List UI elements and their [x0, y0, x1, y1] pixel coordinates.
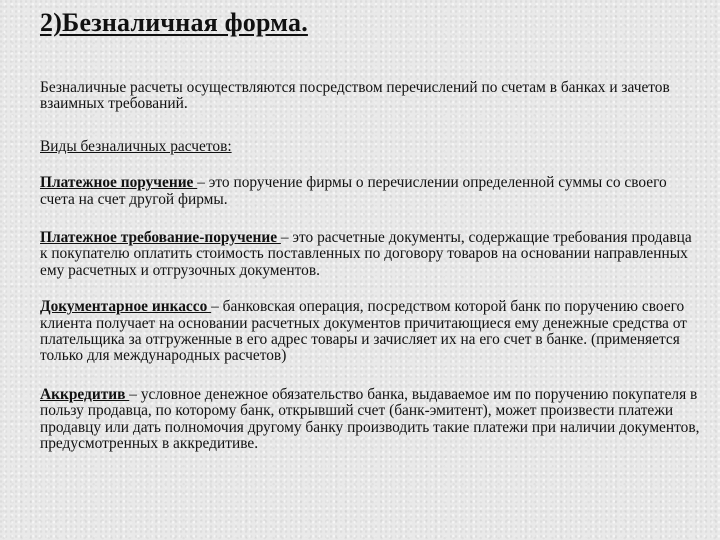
definition-letter-of-credit: – условное денежное обязательство банка, выдаваемое им по поручению покупателя в пользу продавца, по которому банк, открывший счет (банк-эмитент), может произвести платежи продавцу или дать полномочия другому банку производить такие платежи при наличии документов, предусмотренных в аккредитиве.: [40, 385, 700, 453]
term-letter-of-credit: Аккредитив: [40, 385, 130, 403]
term-payment-request-order: Платежное требование-поручение: [40, 229, 281, 247]
definition-payment-order: – это поручение фирмы о перечислении определенной суммы со своего счета на счет другой фирмы.: [40, 174, 667, 208]
definition-documentary-collection: – банковская операция, посредством которой банк по поручению своего клиента получает на основании расчетных документов причитающиеся ему денежные средства от плательщика за отгруженные в его адрес товары и зачисляет их на его счет в банке. (применяется только для международных расчетов): [40, 298, 687, 365]
definition-paragraph: [40, 299, 700, 365]
definition-payment-request-order: – это расчетные документы, содержащие требования продавца к покупателю оплатить стоимость поставленных по договору товаров на основании направленных ему расчетных и отгрузочных документов.: [40, 229, 692, 279]
term-payment-order: Платежное поручение: [40, 174, 198, 192]
slide-title: 2)Безналичная форма.: [40, 8, 308, 37]
kinds-heading: [40, 139, 700, 155]
definition-paragraph: [40, 387, 700, 453]
definition-paragraph: [40, 230, 700, 279]
intro-paragraph: Безналичные расчеты осуществляются посредством перечислений по счетам в банках и зачетов взаимных требований.: [40, 79, 670, 113]
slide-body: [40, 80, 700, 473]
kinds-heading-text: Виды безналичных расчетов:: [40, 137, 232, 155]
term-documentary-collection: Документарное инкассо: [40, 298, 212, 316]
definition-paragraph: [40, 175, 700, 208]
